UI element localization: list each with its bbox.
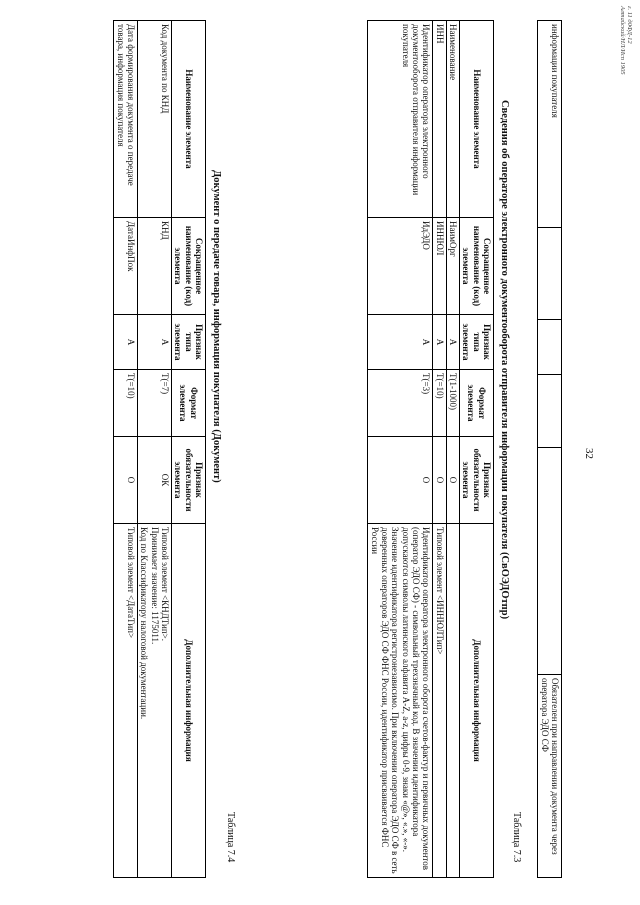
table-cell xyxy=(446,524,459,878)
table-header-row xyxy=(171,21,205,878)
header-cell: Признак обязательности элемента xyxy=(459,437,493,524)
table-cell: ИННЮЛ xyxy=(433,218,446,315)
header-cell: Признак обязательности элемента xyxy=(171,437,205,524)
table-row xyxy=(368,21,433,878)
table-cell: О xyxy=(446,437,459,524)
header-cell: Формат элемента xyxy=(171,370,205,437)
table-cell: НаимОрг xyxy=(446,218,459,315)
table-cell: Идентификатор оператора электронного оборота счетов-фактур и первичных документов (оператор ЭДО СФ) - символьный трехзначный код. В значении идентификатора допускаются символы латинского алфавита A-Z, a-z, цифры 0-9, знаки «@», «.», «-». Значение идентификатора регистронезависимо. При включении оператора ЭДО СФ в сеть доверенных операторов ЭДО СФ ФНС России, идентификатор присваивается ФНС России xyxy=(368,524,433,878)
table-cell: T(=7) xyxy=(137,370,171,437)
header-cell: Признак типа элемента xyxy=(459,315,493,370)
table-cell: ИНН xyxy=(433,21,446,218)
header-cell: Сокращенное наименование (код) элемента xyxy=(459,218,493,315)
table-row xyxy=(137,21,171,878)
table-row xyxy=(446,21,459,878)
table-cell: О xyxy=(368,437,433,524)
table-caption: Документ о передаче товара, информация покупателя (Документ) xyxy=(211,170,222,483)
prev-table-cell xyxy=(538,375,562,448)
footer-note: г. 11 д0ФД-12 Алтайский/НЛ/Исп 1905 xyxy=(618,6,633,75)
table-cell: О xyxy=(433,437,446,524)
table-cell: ИдЭДО xyxy=(368,218,433,315)
table-cell: А xyxy=(433,315,446,370)
table-cell: А xyxy=(446,315,459,370)
table-cell: Идентификатор оператора электронного документооборота отправителя информации покупателя xyxy=(368,21,433,218)
table-cell: ДатаИнфПок xyxy=(114,218,138,315)
table-cell: Наименование xyxy=(446,21,459,218)
header-cell: Дополнительная информация xyxy=(171,524,205,878)
header-cell: Формат элемента xyxy=(459,370,493,437)
table-cell: T(=3) xyxy=(368,370,433,437)
table-header-row xyxy=(459,21,493,878)
table-cell: Код документа по КНД xyxy=(137,21,171,218)
table-cell: Типовой элемент <КНДТип>. Принимает значение: 1175011. Код по Классификатору налоговой документации. xyxy=(137,524,171,878)
table-cell: КНД xyxy=(137,218,171,315)
table-cell: Типовой элемент <ИННЮЛТип> xyxy=(433,524,446,878)
prev-table-cell xyxy=(538,228,562,320)
table-cell: А xyxy=(137,315,171,370)
table-number: Таблица 7.4 xyxy=(225,812,236,863)
table-cell: T(=10) xyxy=(433,370,446,437)
prev-table-cell: Обязателен при направлении документа через оператора ЭДО СФ xyxy=(538,675,562,878)
prev-table-cell: информации покупателя xyxy=(538,21,562,228)
header-cell: Наименование элемента xyxy=(459,21,493,218)
prev-table-continuation xyxy=(537,20,562,878)
table-row xyxy=(433,21,446,878)
header-cell: Сокращенное наименование (код) элемента xyxy=(171,218,205,315)
header-cell: Наименование элемента xyxy=(171,21,205,218)
table-row xyxy=(114,21,138,878)
table-7-4 xyxy=(113,20,206,878)
page-number: 32 xyxy=(583,448,595,459)
table-cell: ОК xyxy=(137,437,171,524)
table-cell: А xyxy=(368,315,433,370)
table-cell: Типовой элемент <ДатаТип> xyxy=(114,524,138,878)
table-cell: Дата формирования документа о передаче товара, информация покупателя xyxy=(114,21,138,218)
table-cell: А xyxy=(114,315,138,370)
table-cell: О xyxy=(114,437,138,524)
table-7-3 xyxy=(367,20,494,878)
header-cell: Дополнительная информация xyxy=(459,524,493,878)
prev-table-cell xyxy=(538,320,562,375)
prev-table-cell xyxy=(538,448,562,675)
table-cell: T(1-1000) xyxy=(446,370,459,437)
header-cell: Признак типа элемента xyxy=(171,315,205,370)
table-cell: T(=10) xyxy=(114,370,138,437)
table-number: Таблица 7.3 xyxy=(511,812,522,863)
table-caption: Сведения об операторе электронного документооборота отправителя информации покупателя (СвОЭДОтпр) xyxy=(499,100,510,620)
